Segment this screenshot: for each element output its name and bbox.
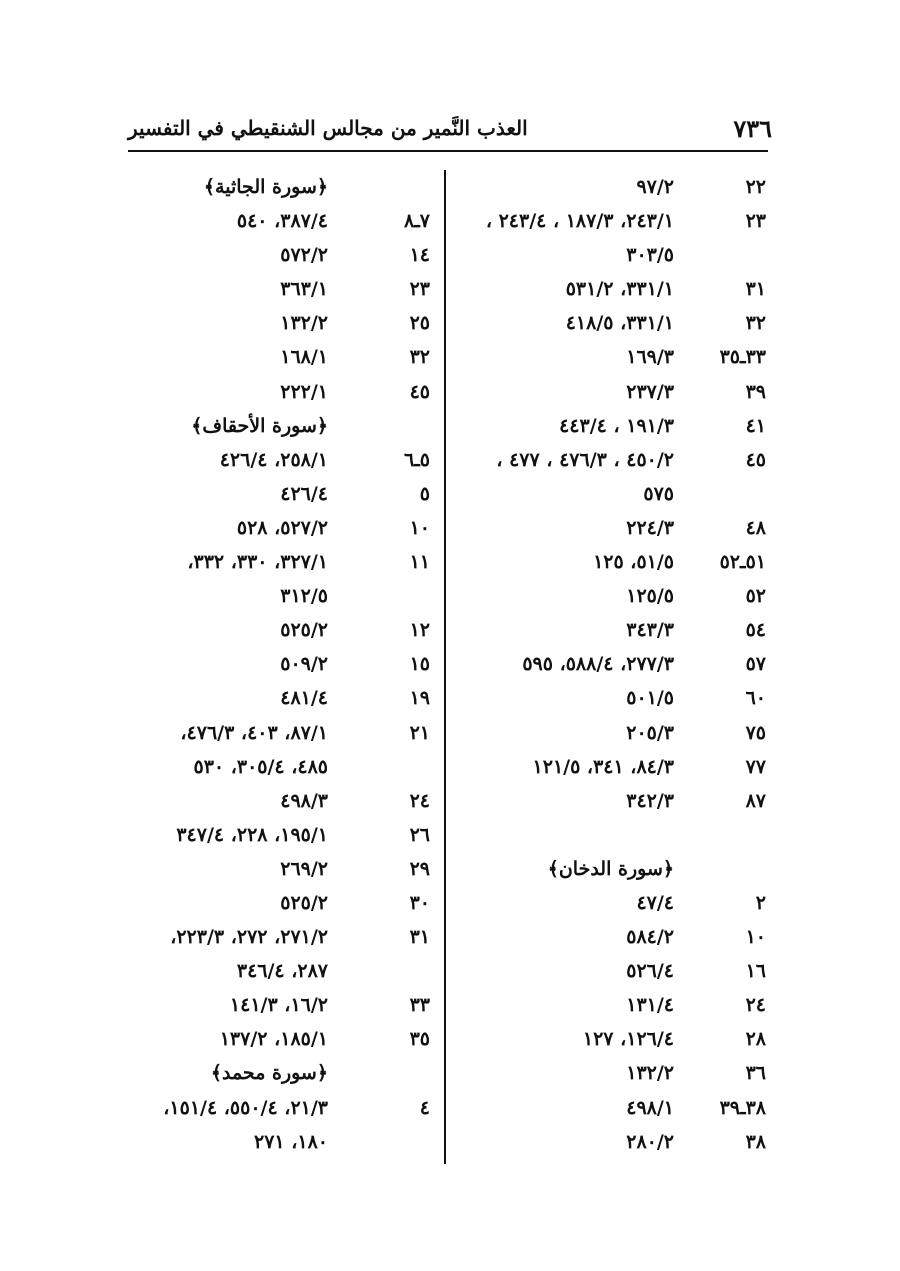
page-references: ٨٤/٣، ٣٤١، ١٢١/٥ (532, 755, 674, 778)
ayah-number: ٣٨ (745, 1130, 766, 1153)
ayah-number: ٥٢ (745, 585, 766, 608)
index-entry (458, 477, 770, 511)
index-entry (458, 545, 770, 579)
index-entry (118, 545, 438, 579)
ayah-number: ٢٤ (409, 789, 430, 812)
index-entry (458, 204, 770, 238)
page-references: ٢٦٩/٢ (280, 857, 328, 880)
index-entry (458, 988, 770, 1022)
index-entry (458, 784, 770, 818)
index-entry (458, 886, 770, 920)
ayah-number: ٢٣ (745, 210, 766, 233)
page-references: ١٨٠، ٢٧١ (254, 1130, 328, 1153)
index-entry (118, 613, 438, 647)
index-entry (118, 1022, 438, 1056)
index-entry (118, 477, 438, 511)
index-entry (458, 375, 770, 409)
page-references: ٣١٢/٥ (280, 585, 328, 608)
ayah-number: ٤١ (745, 414, 766, 437)
index-entry (118, 375, 438, 409)
surah-title: ﴿سورة محمد﴾ (210, 1062, 328, 1085)
ayah-number: ٥ـ٦ (403, 448, 430, 471)
ayah-number: ١٦ (745, 960, 766, 983)
index-entry (118, 647, 438, 681)
page-references: ٤٥٠/٢ ، ٤٧٦/٣ ، ٤٧٧ ، (496, 448, 674, 471)
page-number: ٧٣٦ (733, 114, 772, 143)
page-references: ٤٨٥، ٣٠٥/٤، ٥٣٠ (193, 755, 328, 778)
index-entry (458, 613, 770, 647)
index-entry (118, 716, 438, 750)
ayah-number: ٥٤ (745, 619, 766, 642)
index-entry (118, 1125, 438, 1159)
index-entry (458, 750, 770, 784)
index-entry (118, 954, 438, 988)
index-entry (458, 716, 770, 750)
ayah-number: ٢٤ (745, 994, 766, 1017)
index-entry (118, 852, 438, 886)
ayah-number: ٤٨ (745, 516, 766, 539)
index-entry (458, 1091, 770, 1125)
page-references: ٥٢٥/٢ (280, 891, 328, 914)
column-divider (444, 170, 446, 1164)
page-references: ٥١/٥، ١٢٥ (593, 551, 674, 574)
index-entry (458, 818, 770, 852)
page-references: ٢٠٥/٣ (626, 721, 674, 744)
ayah-number: ٣٣ (409, 994, 430, 1017)
page-references: ١٣٢/٢ (626, 1062, 674, 1085)
ayah-number: ٣٥ (409, 1028, 430, 1051)
index-entry (458, 238, 770, 272)
ayah-number: ٥٧ (745, 653, 766, 676)
index-entry (458, 170, 770, 204)
ayah-number: ٤٥ (745, 448, 766, 471)
surah-heading (458, 852, 770, 886)
page-references: ١٩٥/١، ٢٢٨، ٣٤٧/٤ (176, 823, 328, 846)
page-references: ٥٢٥/٢ (280, 619, 328, 642)
ayah-number: ١٤ (409, 244, 430, 267)
ayah-number: ٥ (419, 482, 430, 505)
page-references: ٣٣١/١، ٤١٨/٥ (565, 312, 674, 335)
page-references: ٤٩٨/٣ (280, 789, 328, 812)
page-references: ٣٣١/١، ٥٣١/٢ (565, 278, 674, 301)
index-entry (118, 579, 438, 613)
index-entry (118, 681, 438, 715)
ayah-number: ١١ (409, 551, 430, 574)
ayah-number: ١٠ (409, 516, 430, 539)
index-entry (118, 306, 438, 340)
page-references: ٤٧/٤ (636, 891, 674, 914)
page-references: ٥٠٩/٢ (280, 653, 328, 676)
ayah-number: ٣١ (409, 926, 430, 949)
index-entry (118, 988, 438, 1022)
ayah-number: ٣٢ (745, 312, 766, 335)
index-entry (458, 443, 770, 477)
ayah-number: ٣١ (745, 278, 766, 301)
ayah-number: ٥١ـ٥٢ (719, 551, 766, 574)
index-entry (118, 204, 438, 238)
page-references: ١٣٢/٢ (280, 312, 328, 335)
index-entry (458, 511, 770, 545)
ayah-number: ٦٠ (745, 687, 766, 710)
index-entry (458, 1056, 770, 1090)
index-entry (118, 511, 438, 545)
page-references: ٣٤٣/٣ (626, 619, 674, 642)
right-column (458, 170, 770, 1159)
index-entry (458, 681, 770, 715)
ayah-number: ٢٦ (409, 823, 430, 846)
ayah-number: ٣٣ـ٣٥ (719, 346, 766, 369)
index-entry (118, 272, 438, 306)
page-references: ١٣١/٤ (626, 994, 674, 1017)
index-entry (118, 750, 438, 784)
page-references: ٣٢٧/١، ٣٣٠، ٣٣٢، (187, 551, 328, 574)
page-references: ٨٧/١، ٤٠٣، ٤٧٦/٣، (180, 721, 328, 744)
ayah-number: ٢٨ (745, 1028, 766, 1051)
page-references: ٢٤٣/١، ١٨٧/٣ ، ٢٤٣/٤ ، (485, 210, 674, 233)
index-entry (118, 886, 438, 920)
ayah-number: ٣٠ (409, 891, 430, 914)
index-entry (118, 443, 438, 477)
page-references: ٤٩٨/١ (626, 1096, 674, 1119)
page-references: ٢٣٧/٣ (626, 380, 674, 403)
index-entry (458, 409, 770, 443)
page-references: ٢٧٧/٣، ٥٨٨/٤، ٥٩٥ (522, 653, 674, 676)
page-references: ٥٠١/٥ (626, 687, 674, 710)
index-entry (118, 920, 438, 954)
page-references: ٣٨٧/٤، ٥٤٠ (236, 210, 328, 233)
page-references: ١٦/٢، ١٤١/٣ (229, 994, 328, 1017)
page-references: ٢٨٧، ٣٤٦/٤ (236, 960, 328, 983)
page-references: ٢٨٠/٢ (626, 1130, 674, 1153)
ayah-number: ٧ـ٨ (403, 210, 430, 233)
ayah-number: ٤٥ (409, 380, 430, 403)
page-references: ٥٢٧/٢، ٥٢٨ (236, 516, 328, 539)
page-references: ٣٤٢/٣ (626, 789, 674, 812)
index-entry (118, 340, 438, 374)
index-entry (458, 1125, 770, 1159)
page-references: ٣٦٣/١ (280, 278, 328, 301)
ayah-number: ٢٣ (409, 278, 430, 301)
ayah-number: ٨٧ (745, 789, 766, 812)
surah-heading (118, 1056, 438, 1090)
surah-title: ﴿سورة الأحقاف﴾ (191, 414, 328, 437)
page-references: ٢٧١/٢، ٢٧٢، ٢٢٣/٣، (170, 926, 328, 949)
index-entry (458, 647, 770, 681)
index-entry (118, 1091, 438, 1125)
ayah-number: ١٢ (409, 619, 430, 642)
ayah-number: ١٥ (409, 653, 430, 676)
page-references: ١٦٩/٣ (626, 346, 674, 369)
surah-heading (118, 170, 438, 204)
page-references: ١٩١/٣ ، ٤٤٣/٤ (559, 414, 674, 437)
page-references: ٣٠٣/٥ (626, 244, 674, 267)
index-entry (118, 238, 438, 272)
page-references: ١٢٥/٥ (626, 585, 674, 608)
index-entry (458, 920, 770, 954)
page-references: ٤٨١/٤ (280, 687, 328, 710)
ayah-number: ١٠ (745, 926, 766, 949)
ayah-number: ٣٨ـ٣٩ (719, 1096, 766, 1119)
index-entry (458, 272, 770, 306)
index-entry (118, 784, 438, 818)
ayah-number: ٣٦ (745, 1062, 766, 1085)
page-references: ٩٧/٢ (636, 176, 674, 198)
index-entry (458, 1022, 770, 1056)
index-entry (458, 954, 770, 988)
header-rule (128, 150, 768, 152)
page-references: ٢٢٢/١ (280, 380, 328, 403)
page-references: ٢١/٣، ٥٥٠/٤، ١٥١/٤، (163, 1096, 328, 1119)
page-references: ١٨٥/١، ١٣٧/٢ (219, 1028, 328, 1051)
surah-title: ﴿سورة الجاثية﴾ (203, 176, 328, 198)
page-references: ٢٢٤/٣ (626, 516, 674, 539)
ayah-number: ٢١ (409, 721, 430, 744)
index-entry (118, 818, 438, 852)
ayah-number: ٣٩ (745, 380, 766, 403)
surah-heading (118, 409, 438, 443)
page-references: ١٢٦/٤، ١٢٧ (582, 1028, 674, 1051)
ayah-number: ٢٥ (409, 312, 430, 335)
index-entry (458, 306, 770, 340)
ayah-number: ٢٢ (745, 176, 766, 198)
ayah-number: ٤ (419, 1096, 430, 1119)
ayah-number: ٧٥ (745, 721, 766, 744)
page-references: ١٦٨/١ (280, 346, 328, 369)
page-references: ٤٢٦/٤ (280, 482, 328, 505)
page-references: ٥٧٥ (643, 482, 674, 505)
index-entry (458, 340, 770, 374)
index-entry (458, 579, 770, 613)
ayah-number: ٣٢ (409, 346, 430, 369)
page-references: ٥٨٤/٢ (626, 926, 674, 949)
left-column (118, 170, 438, 1159)
ayah-number: ٢ (755, 891, 766, 914)
running-title: العذب النَّمير من مجالس الشنقيطي في التفسير (128, 116, 528, 140)
ayah-number: ٢٩ (409, 857, 430, 880)
page-references: ٢٥٨/١، ٤٢٦/٤ (219, 448, 328, 471)
page-references: ٥٧٢/٢ (280, 244, 328, 267)
ayah-number: ٧٧ (745, 755, 766, 778)
surah-title: ﴿سورة الدخان﴾ (547, 857, 674, 880)
page-header (128, 112, 772, 146)
ayah-number: ١٩ (409, 687, 430, 710)
page-references: ٥٢٦/٤ (626, 960, 674, 983)
